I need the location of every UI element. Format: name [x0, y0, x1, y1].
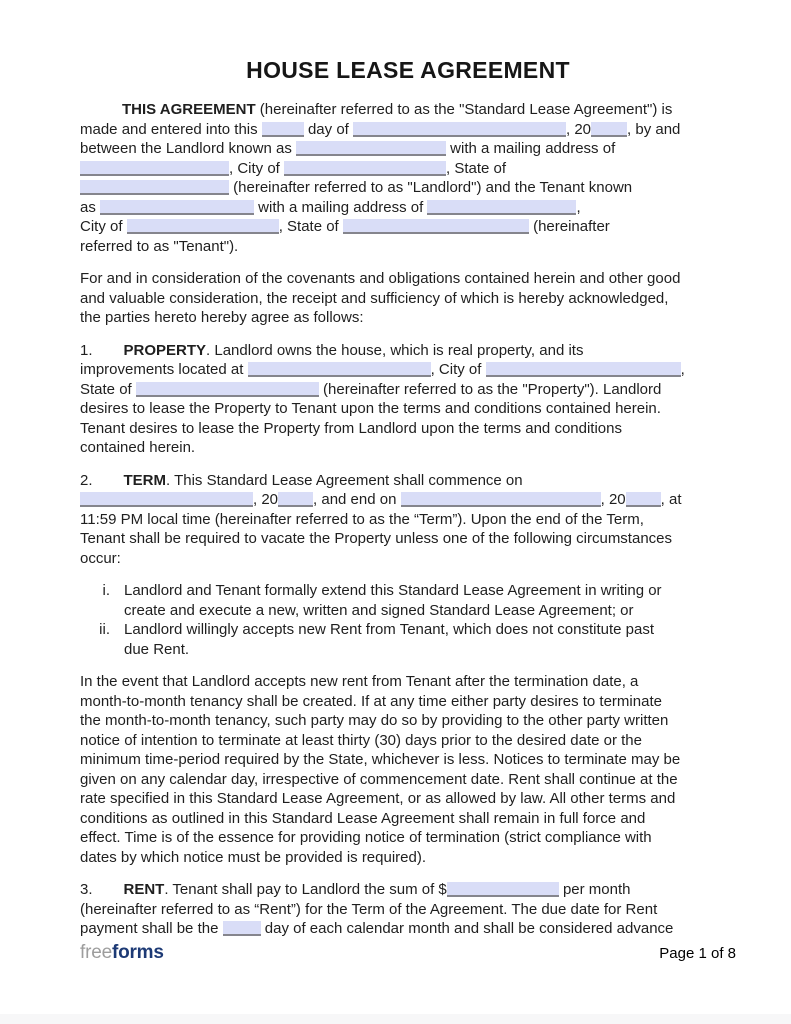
blank-field-rent-due-day[interactable]: [223, 921, 261, 936]
bold-text: RENT: [123, 881, 165, 898]
blank-field-year[interactable]: [591, 122, 627, 137]
logo-forms-text: forms: [111, 942, 164, 963]
paragraph-month-to-month: In the event that Landlord accepts new rent from Tenant after the termination date, a month-to-month tenancy shall be created. If at any time either party desires to terminate the month-to-month tenancy, such party may do so by providing to the other party written notice of intention to terminate at least thirty (30) days prior to the desired date or the minimum time-period required by the State, whichever is less. Notices to terminate may be given on any calendar day, irrespective of commencement date. Rent shall continue at the rate specified in this Standard Lease Agreement, or as allowed by law. All other terms and conditions as outlined in this Standard Lease Agreement shall remain in full force and effect. Time is of the essence for providing notice of termination (strict compliance with dates by which notice must be provided is required).: [80, 673, 681, 866]
bold-text: TERM: [123, 471, 167, 489]
blank-field-landlord-mailing-address[interactable]: [80, 161, 229, 176]
bold-text: THIS AGREEMENT: [122, 101, 256, 118]
list-item-text: Landlord willingly accepts new Rent from Tenant, which does not constitute past due Rent.: [124, 621, 655, 658]
blank-field-start-year[interactable]: [278, 492, 313, 507]
blank-field-landlord-city[interactable]: [284, 161, 446, 176]
logo-free-text: free: [80, 942, 112, 963]
blank-field-landlord-name[interactable]: [296, 141, 446, 156]
bold-text: PROPERTY: [123, 341, 207, 359]
tab-indent: [93, 354, 124, 355]
blank-field-end-date[interactable]: [401, 492, 601, 507]
blank-field-property-address[interactable]: [248, 362, 431, 377]
blank-field-day[interactable]: [262, 122, 304, 137]
blank-field-tenant-state[interactable]: [343, 219, 529, 234]
list-item-text: Landlord and Tenant formally extend this Standard Lease Agreement in writing or create and execute a new, written and signed Standard Lease Agreement; or: [124, 582, 662, 619]
list-item-ii: [80, 620, 736, 659]
term-extension-list: [80, 581, 736, 659]
freeforms-logo: [80, 942, 164, 964]
paragraph-consideration: For and in consideration of the covenants and obligations contained herein and other good and valuable consideration, the receipt and sufficiency of which is hereby acknowledged, the parties hereto hereby agree as follows:: [80, 270, 681, 326]
blank-field-tenant-city[interactable]: [127, 219, 279, 234]
blank-field-end-year[interactable]: [626, 492, 661, 507]
list-item-i: [80, 581, 736, 620]
blank-field-rent-amount[interactable]: [447, 882, 559, 897]
tab-indent: [80, 113, 122, 114]
paragraph-agreement-intro: THIS AGREEMENT (hereinafter referred to as the "Standard Lease Agreement") is made and entered into this day of , 20 , by and between the Landlord known as with a mailing address of , City of , State of (hereinafter referred to as "Landlord") and the Tenant known as with a mailing address of , City of , State of (hereinafter referred to as "Tenant").: [80, 101, 681, 255]
tab-indent: [93, 484, 124, 485]
blank-field-property-state[interactable]: [136, 382, 319, 397]
blank-field-start-date[interactable]: [80, 492, 253, 507]
section-2-term: 2. TERM. This Standard Lease Agreement shall commence on , 20 , and end on , 20 , at 11:59 PM local time (hereinafter referred to as the “Term”). Upon the end of the Term, Tenant shall be required to vacate the Property unless one of the following circumstances occur:: [80, 471, 682, 567]
page-bottom-edge: [0, 1014, 791, 1024]
blank-field-month[interactable]: [353, 122, 566, 137]
list-marker: ii.: [99, 621, 110, 638]
tab-indent: [93, 893, 124, 894]
section-3-rent: 3. RENT. Tenant shall pay to Landlord the sum of $ per month (hereinafter referred to as “Rent”) for the Term of the Agreement. The due date for Rent payment shall be the day of each calendar month and shall be considered advance: [80, 881, 674, 937]
blank-field-property-city[interactable]: [486, 362, 681, 377]
blank-field-tenant-mailing-address[interactable]: [427, 200, 576, 215]
page-indicator: Page 1 of 8: [659, 945, 736, 962]
page-footer: [80, 942, 736, 964]
blank-field-tenant-name[interactable]: [100, 200, 254, 215]
page-title: HOUSE LEASE AGREEMENT: [246, 57, 570, 83]
section-1-property: 1. PROPERTY. Landlord owns the house, which is real property, and its improvements located at , City of , State of (hereinafter referred to as the "Property"). Landlord desires to lease the Property to Tenant upon the terms and conditions contained herein. Tenant desires to lease the Property from Landlord upon the terms and conditions contained herein.: [80, 341, 685, 456]
list-marker: i.: [102, 582, 110, 599]
blank-field-landlord-state[interactable]: [80, 180, 229, 195]
